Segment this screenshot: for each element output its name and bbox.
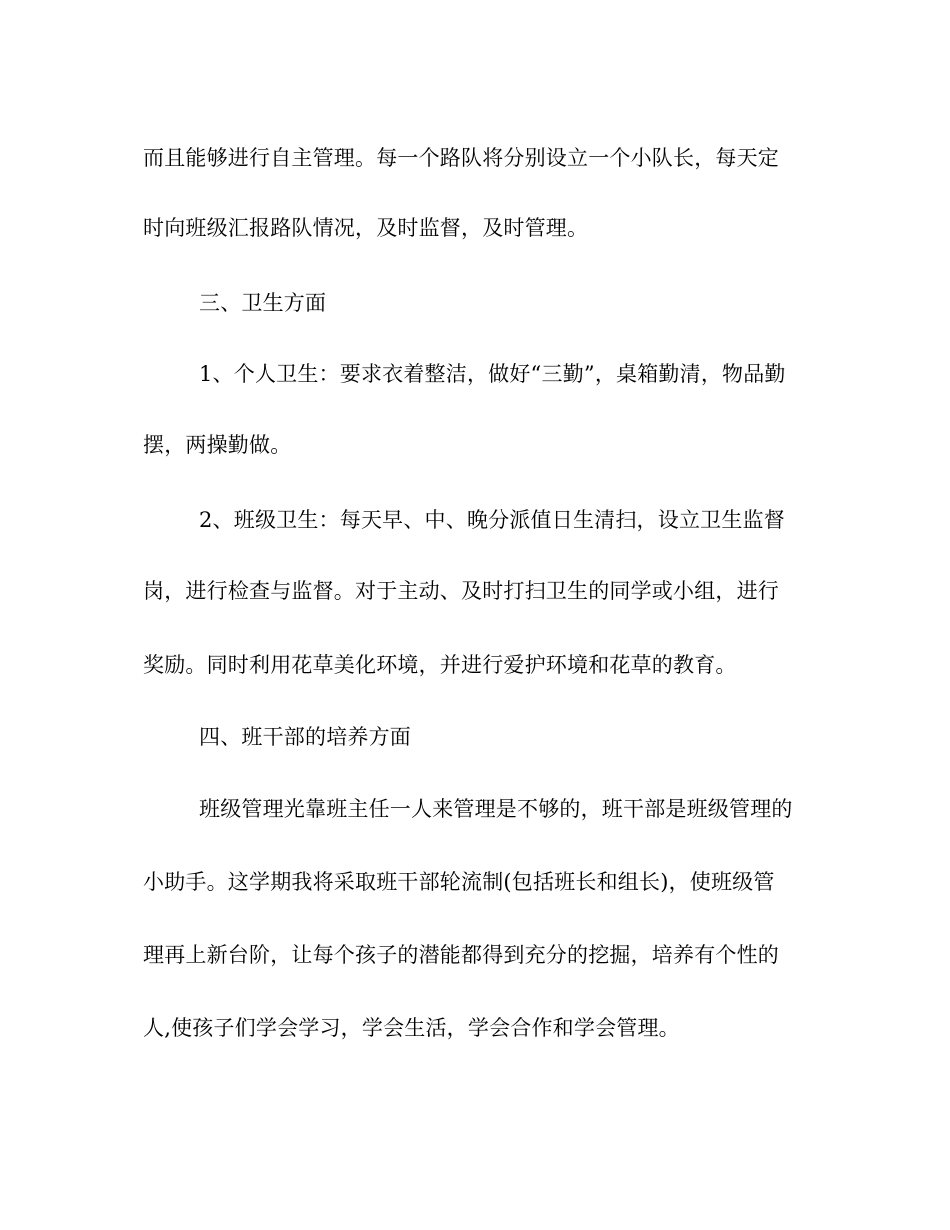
paragraph-line: 奖励。同时利用花草美化环境，并进行爱护环境和花草的教育。	[143, 653, 737, 677]
paragraph-line: 人,使孩子们学会学习，学会生活，学会合作和学会管理。	[143, 1016, 680, 1040]
paragraph-line: 理再上新台阶，让每个孩子的潜能都得到充分的挖掘，培养有个性的	[143, 943, 779, 967]
paragraph-line: 小助手。这学期我将采取班干部轮流制(包括班长和组长)，使班级管	[143, 870, 775, 894]
section-heading: 三、卫生方面	[199, 291, 327, 315]
paragraph-line: 岗，进行检查与监督。对于主动、及时打扫卫生的同学或小组，进行	[143, 579, 779, 603]
paragraph-line: 2、班级卫生：每天早、中、晚分派值日生清扫，设立卫生监督	[199, 508, 785, 532]
paragraph-line: 时向班级汇报路队情况，及时监督，及时管理。	[143, 216, 589, 240]
paragraph-line: 摆，两操勤做。	[143, 433, 292, 457]
paragraph-line: 而且能够进行自主管理。每一个路队将分别设立一个小队长，每天定	[143, 146, 779, 170]
paragraph-line: 班级管理光靠班主任一人来管理是不够的，班干部是班级管理的	[199, 797, 793, 821]
section-heading: 四、班干部的培养方面	[199, 725, 411, 749]
paragraph-line: 1、个人卫生：要求衣着整洁，做好“三勤”，桌箱勤清，物品勤	[199, 362, 786, 386]
